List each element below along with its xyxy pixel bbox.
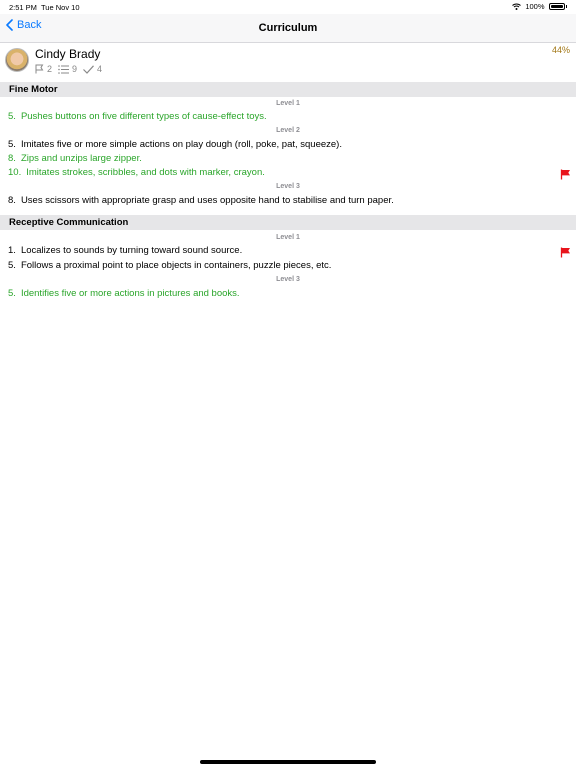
battery-percent: 100% (525, 2, 545, 11)
section-title: Receptive Communication (9, 217, 129, 228)
checkmark-icon (83, 65, 94, 74)
wifi-icon (512, 3, 521, 10)
battery-tip (566, 5, 568, 8)
item-number: 5. (8, 288, 16, 299)
flag-outline-icon (35, 64, 44, 74)
level-label: Level 1 (276, 234, 300, 241)
item-number: 8. (8, 195, 16, 206)
curriculum-item[interactable] (8, 260, 331, 271)
student-header[interactable] (0, 43, 576, 81)
flag-icon[interactable] (560, 247, 571, 258)
item-text: Uses scissors with appropriate grasp and uses opposite hand to stabilise and turn paper. (20, 195, 394, 206)
flag-count: 2 (47, 64, 53, 74)
item-text: Imitates strokes, scribbles, and dots with marker, crayon. (26, 167, 265, 178)
student-name: Cindy Brady (35, 47, 101, 61)
student-stats (35, 64, 108, 74)
level-label: Level 3 (276, 276, 300, 283)
item-text: Identifies five or more actions in pictures and books. (20, 288, 240, 299)
flag-count-stat (35, 64, 52, 74)
flag-icon[interactable] (560, 169, 571, 180)
level-label: Level 1 (276, 100, 300, 107)
status-time: 2:51 PM (9, 3, 37, 12)
check-count-stat (83, 64, 102, 74)
item-number: 8. (8, 153, 16, 164)
section-title: Fine Motor (9, 84, 58, 95)
item-text: Zips and unzips large zipper. (20, 153, 142, 164)
progress-percent: 44% (551, 45, 570, 55)
navigation-bar (0, 14, 576, 43)
item-number: 10. (8, 167, 22, 178)
back-button-label: Back (17, 19, 42, 31)
item-text: Localizes to sounds by turning toward sound source. (20, 245, 243, 256)
curriculum-item[interactable] (8, 245, 242, 256)
check-count: 4 (97, 64, 103, 74)
status-bar (0, 0, 576, 14)
battery-icon (549, 3, 565, 10)
list-count-stat (58, 64, 77, 74)
curriculum-item[interactable] (8, 139, 342, 150)
page-title: Curriculum (258, 22, 318, 34)
list-icon (58, 65, 69, 74)
level-label: Level 2 (276, 127, 300, 134)
curriculum-item[interactable] (8, 111, 267, 122)
item-number: 5. (8, 139, 16, 150)
section-header-receptive-communication (0, 215, 576, 230)
curriculum-item[interactable] (8, 288, 240, 299)
level-label: Level 3 (276, 183, 300, 190)
item-text: Follows a proximal point to place objects in containers, puzzle pieces, etc. (20, 260, 332, 271)
item-text: Pushes buttons on five different types of cause-effect toys. (20, 111, 267, 122)
avatar (5, 48, 29, 72)
status-date: Tue Nov 10 (41, 3, 80, 12)
list-count: 9 (72, 64, 78, 74)
curriculum-item[interactable] (8, 153, 142, 164)
curriculum-item[interactable] (8, 167, 265, 178)
curriculum-item[interactable] (8, 195, 394, 206)
section-header-fine-motor (0, 82, 576, 97)
item-text: Imitates five or more simple actions on play dough (roll, poke, pat, squeeze). (20, 139, 342, 150)
status-indicators (512, 2, 567, 11)
item-number: 5. (8, 111, 16, 122)
item-number: 5. (8, 260, 16, 271)
home-indicator[interactable] (200, 760, 376, 764)
item-number: 1. (8, 245, 16, 256)
